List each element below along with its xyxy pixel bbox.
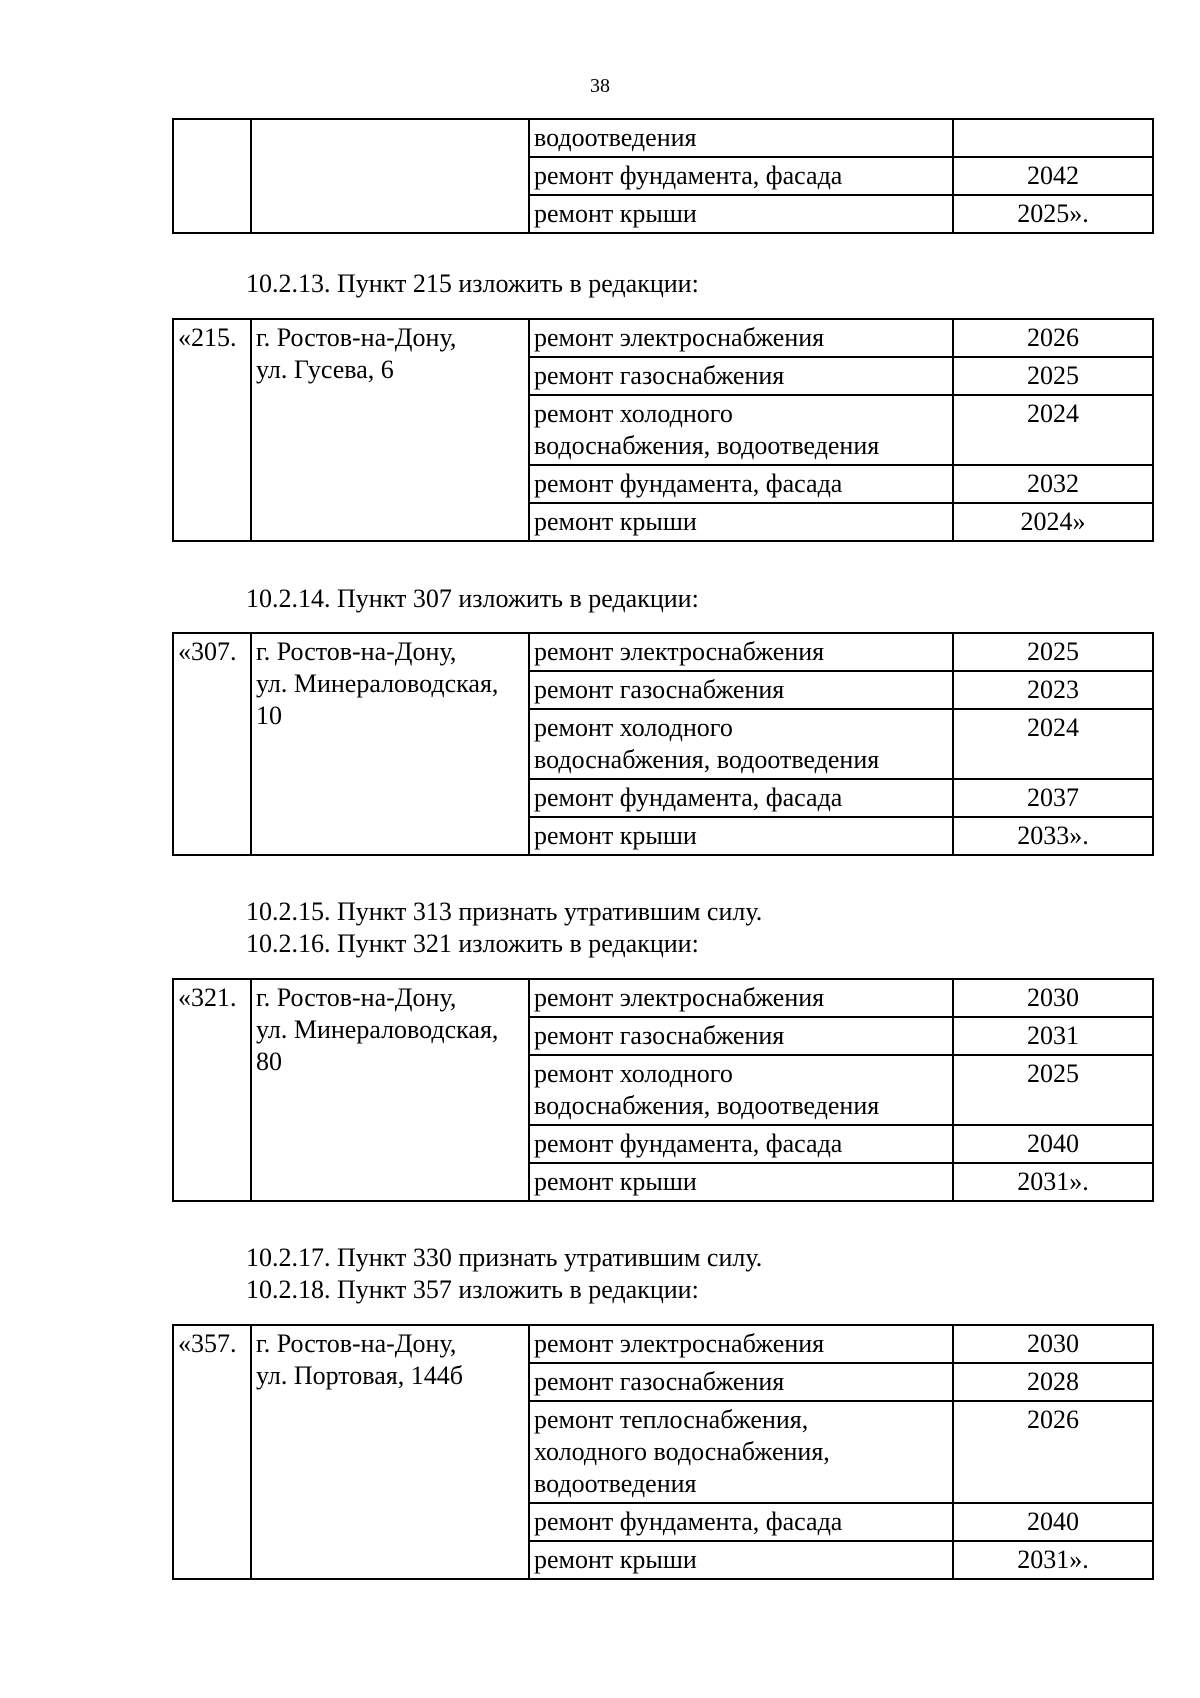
paragraph-10-2-14: 10.2.14. Пункт 307 изложить в редакции: (246, 584, 699, 613)
work-type-line: ремонт электроснабжения (534, 983, 825, 1012)
work-type-line: ремонт газоснабжения (534, 675, 785, 704)
work-type-line: ремонт фундамента, фасада (534, 161, 843, 190)
year-cell: 2026 (953, 319, 1153, 357)
work-type-line: ремонт крыши (534, 1545, 697, 1574)
paragraph-10-2-15: 10.2.15. Пункт 313 признать утратившим силу. (246, 897, 763, 926)
work-type-cell (529, 633, 953, 671)
work-type-cell (529, 1363, 953, 1401)
year-cell: 2037 (953, 779, 1153, 817)
work-type-line: водоотведения (534, 1469, 697, 1498)
paragraph-10-2-16: 10.2.16. Пункт 321 изложить в редакции: (246, 929, 699, 958)
work-type-cell (529, 465, 953, 503)
work-type-cell (529, 157, 953, 195)
address-cell (251, 319, 529, 541)
work-type-cell (529, 1017, 953, 1055)
year-cell: 2024 (953, 395, 1153, 465)
year-cell: 2042 (953, 157, 1153, 195)
address-line: 80 (256, 1047, 282, 1076)
work-type-line: ремонт холодного (534, 399, 733, 428)
year-cell: 2025 (953, 357, 1153, 395)
year-cell: 2031 (953, 1017, 1153, 1055)
paragraph-10-2-13: 10.2.13. Пункт 215 изложить в редакции: (246, 269, 699, 298)
address-cell (251, 119, 529, 233)
work-type-line: водоснабжения, водоотведения (534, 1091, 880, 1120)
table-row (173, 319, 1153, 357)
work-type-cell (529, 979, 953, 1017)
item-number (173, 119, 251, 233)
item-215-table (172, 318, 1154, 542)
address-line: ул. Гусева, 6 (256, 355, 394, 384)
year-cell: 2025 (953, 633, 1153, 671)
work-type-line: ремонт электроснабжения (534, 637, 825, 666)
work-type-line: ремонт холодного (534, 1059, 733, 1088)
table-row (173, 979, 1153, 1017)
year-cell: 2040 (953, 1503, 1153, 1541)
year-cell: 2028 (953, 1363, 1153, 1401)
address-cell (251, 633, 529, 855)
work-type-line: водоотведения (534, 123, 697, 152)
work-type-line: ремонт холодного (534, 713, 733, 742)
table-row (173, 119, 1153, 157)
work-type-cell (529, 671, 953, 709)
work-type-cell (529, 1541, 953, 1579)
item-number: «321. (173, 979, 251, 1201)
work-type-line: ремонт фундамента, фасада (534, 1129, 843, 1158)
year-cell: 2032 (953, 465, 1153, 503)
page-number: 38 (590, 75, 610, 97)
work-type-line: ремонт крыши (534, 821, 697, 850)
address-line: г. Ростов-на-Дону, (256, 323, 457, 352)
work-type-line: ремонт теплоснабжения, (534, 1405, 809, 1434)
year-cell: 2024» (953, 503, 1153, 541)
work-type-line: ремонт крыши (534, 1167, 697, 1196)
year-cell: 2023 (953, 671, 1153, 709)
work-type-line: ремонт крыши (534, 199, 697, 228)
address-line: ул. Минераловодская, (256, 669, 499, 698)
address-cell (251, 1325, 529, 1579)
work-type-cell (529, 779, 953, 817)
year-cell: 2040 (953, 1125, 1153, 1163)
address-line: г. Ростов-на-Дону, (256, 983, 457, 1012)
year-cell: 2026 (953, 1401, 1153, 1503)
year-cell: 2025». (953, 195, 1153, 233)
work-type-line: ремонт газоснабжения (534, 1367, 785, 1396)
item-number: «215. (173, 319, 251, 541)
work-type-cell (529, 319, 953, 357)
year-cell: 2025 (953, 1055, 1153, 1125)
work-type-cell (529, 357, 953, 395)
work-type-line: ремонт газоснабжения (534, 361, 785, 390)
table-row (173, 1325, 1153, 1363)
work-type-cell (529, 1401, 953, 1503)
address-cell (251, 979, 529, 1201)
work-type-cell (529, 1055, 953, 1125)
year-cell: 2031». (953, 1541, 1153, 1579)
work-type-cell (529, 709, 953, 779)
year-cell: 2030 (953, 979, 1153, 1017)
year-cell: 2031». (953, 1163, 1153, 1201)
item-number: «357. (173, 1325, 251, 1579)
work-type-line: водоснабжения, водоотведения (534, 431, 880, 460)
item-number: «307. (173, 633, 251, 855)
work-type-cell (529, 503, 953, 541)
continuation-table (172, 118, 1154, 234)
address-line: г. Ростов-на-Дону, (256, 637, 457, 666)
work-type-line: ремонт газоснабжения (534, 1021, 785, 1050)
work-type-line: ремонт электроснабжения (534, 1329, 825, 1358)
work-type-cell (529, 1163, 953, 1201)
work-type-line: ремонт электроснабжения (534, 323, 825, 352)
work-type-line: ремонт фундамента, фасада (534, 783, 843, 812)
work-type-line: водоснабжения, водоотведения (534, 745, 880, 774)
paragraph-10-2-17: 10.2.17. Пункт 330 признать утратившим силу. (246, 1243, 763, 1272)
table-row (173, 633, 1153, 671)
year-cell: 2033». (953, 817, 1153, 855)
work-type-line: холодного водоснабжения, (534, 1437, 830, 1466)
year-cell: 2024 (953, 709, 1153, 779)
item-357-table (172, 1324, 1154, 1580)
work-type-line: ремонт фундамента, фасада (534, 1507, 843, 1536)
year-cell (953, 119, 1153, 157)
work-type-cell (529, 1125, 953, 1163)
address-line: ул. Портовая, 144б (256, 1361, 463, 1390)
year-cell: 2030 (953, 1325, 1153, 1363)
item-307-table (172, 632, 1154, 856)
work-type-cell (529, 395, 953, 465)
work-type-cell (529, 1503, 953, 1541)
address-line: г. Ростов-на-Дону, (256, 1329, 457, 1358)
address-line: ул. Минераловодская, (256, 1015, 499, 1044)
work-type-line: ремонт крыши (534, 507, 697, 536)
work-type-line: ремонт фундамента, фасада (534, 469, 843, 498)
item-321-table (172, 978, 1154, 1202)
address-line: 10 (256, 701, 282, 730)
work-type-cell (529, 195, 953, 233)
work-type-cell (529, 119, 953, 157)
work-type-cell (529, 817, 953, 855)
paragraph-10-2-18: 10.2.18. Пункт 357 изложить в редакции: (246, 1275, 699, 1304)
work-type-cell (529, 1325, 953, 1363)
